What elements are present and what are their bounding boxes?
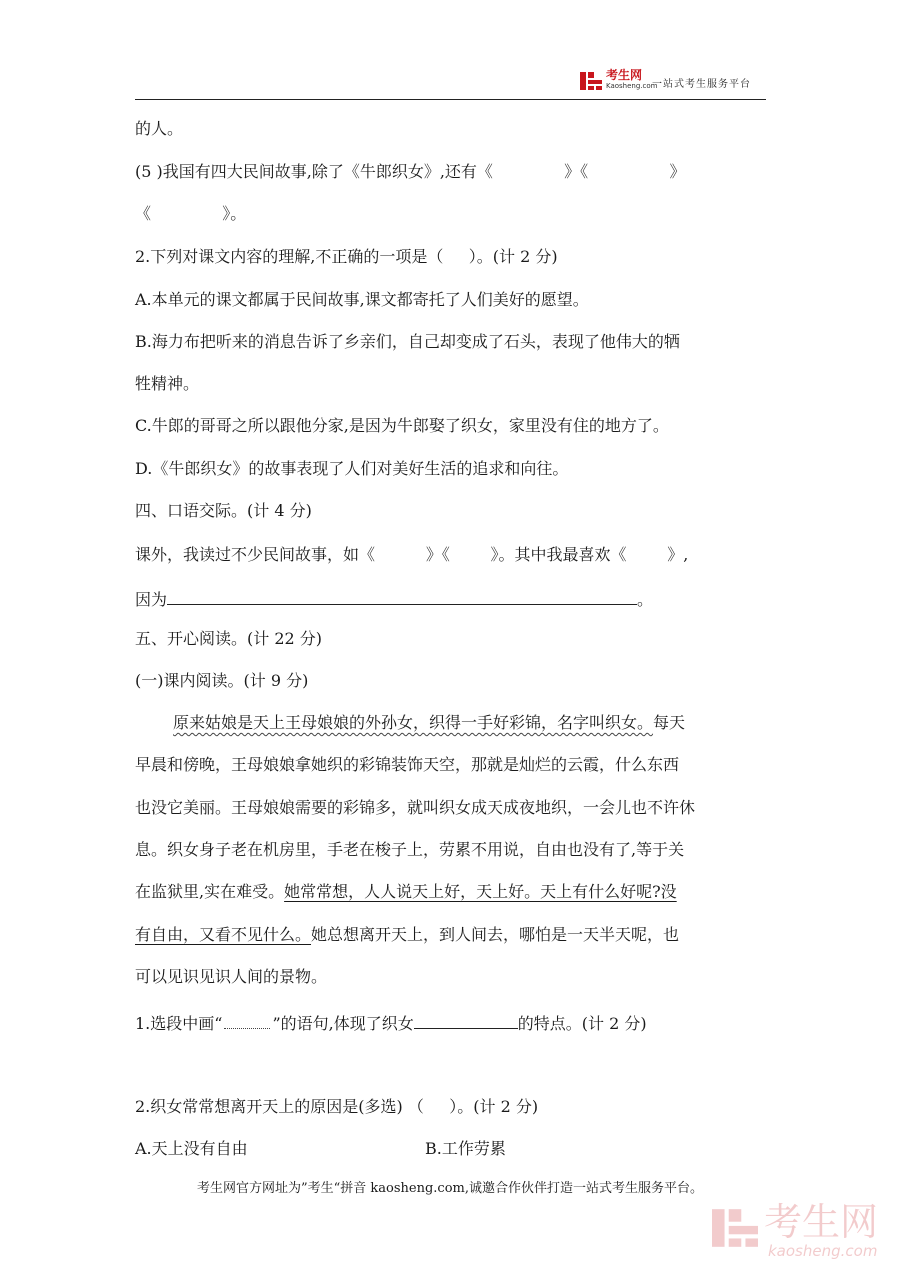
passage-text: 每天 bbox=[653, 713, 686, 732]
option-b-cont: 牲精神。 bbox=[135, 374, 200, 393]
watermark-name: 考生网 bbox=[764, 1200, 879, 1244]
header-divider bbox=[135, 99, 766, 100]
trait-answer-blank[interactable] bbox=[414, 1010, 518, 1029]
header-slogan: 一站式考生服务平台 bbox=[652, 79, 751, 90]
option-c: C.牛郎的哥哥之所以跟他分家,是因为牛郎娶了织女，家里没有住的地方了。 bbox=[135, 416, 669, 435]
question-text: 的特点。(计 2 分) bbox=[517, 1014, 647, 1033]
footer-text: 考生网官方网址为”考生“拼音 kaosheng.com,诚邀合作伙伴打造一站式考生服务平台。 bbox=[196, 1181, 703, 1196]
option-d: D.《牛郎织女》的故事表现了人们对美好生活的追求和向往。 bbox=[135, 459, 569, 478]
question-text: 1.选段中画“ bbox=[135, 1014, 223, 1033]
reason-answer-blank[interactable] bbox=[167, 586, 637, 605]
text-line: 的人。 bbox=[135, 119, 184, 138]
passage-line: 早晨和傍晚，王母娘娘拿她织的彩锦装饰天空，那就是灿烂的云霞，什么东西 bbox=[135, 755, 680, 774]
underline-sample bbox=[224, 1014, 270, 1029]
reason-period: 。 bbox=[637, 590, 654, 609]
watermark-domain: kaosheng.com bbox=[768, 1242, 878, 1260]
passage-text: 她总想离开天上，到人间去，哪怕是一天半天呢，也 bbox=[311, 925, 680, 944]
section-5-heading: 五、开心阅读。(计 22 分) bbox=[135, 629, 323, 648]
question-5-line-cont: 《 》。 bbox=[135, 204, 247, 223]
reading-question-2: 2.织女常常想离开天上的原因是(多选) （ ）。(计 2 分) bbox=[135, 1097, 539, 1116]
section-4-heading: 四、口语交际。(计 4 分) bbox=[135, 501, 312, 520]
option-a: A.本单元的课文都属于民间故事,课文都寄托了人们美好的愿望。 bbox=[135, 290, 589, 309]
kaosheng-logo-icon bbox=[580, 70, 602, 92]
passage-line: 可以见识见识人间的景物。 bbox=[135, 967, 328, 986]
oral-communication-line: 课外，我读过不少民间故事，如《 》《 》。其中我最喜欢《 》, bbox=[135, 545, 689, 564]
passage-line: 也没它美丽。王母娘娘需要的彩锦多，就叫织女成天成夜地织，一会儿也不许休 bbox=[135, 798, 696, 817]
underlined-sentence: 她常常想，人人说天上好，天上好。天上有什么好呢?没 bbox=[284, 882, 677, 901]
choice-a: A.天上没有自由 bbox=[135, 1139, 248, 1158]
question-2-prompt: 2.下列对课文内容的理解,不正确的一项是（ ）。(计 2 分) bbox=[135, 247, 558, 266]
underlined-sentence-cont: 有自由，又看不见什么。 bbox=[135, 925, 312, 944]
passage-line bbox=[173, 712, 685, 734]
question-5-line: (5 )我国有四大民间故事,除了《牛郎织女》,还有《 》《 》 bbox=[135, 162, 686, 181]
passage-line: 息。织女身子老在机房里，手老在梭子上，劳累不用说，自由也没有了,等于关 bbox=[135, 840, 685, 859]
choice-b: B.工作劳累 bbox=[425, 1139, 506, 1158]
logo-name: 考生网 bbox=[606, 68, 643, 82]
passage-line bbox=[135, 881, 677, 903]
option-b: B.海力布把听来的消息告诉了乡亲们，自己却变成了石头，表现了他伟大的牺 bbox=[135, 332, 680, 351]
logo-domain: Kaosheng.com bbox=[606, 82, 658, 90]
reading-question-1 bbox=[135, 1010, 647, 1035]
watermark-logo-icon bbox=[712, 1202, 758, 1254]
question-text: ”的语句,体现了织女 bbox=[272, 1014, 414, 1033]
reason-label: 因为 bbox=[135, 590, 168, 609]
subsection-heading: (一)课内阅读。(计 9 分) bbox=[135, 671, 309, 690]
reason-line bbox=[135, 586, 653, 611]
passage-text: 在监狱里,实在难受。 bbox=[135, 882, 285, 901]
brand-logo bbox=[580, 68, 770, 96]
passage-line bbox=[135, 924, 679, 946]
watermark bbox=[712, 1200, 892, 1264]
wavy-underlined-sentence: 原来姑娘是天上王母娘娘的外孙女，织得一手好彩锦，名字叫织女。 bbox=[173, 713, 654, 732]
